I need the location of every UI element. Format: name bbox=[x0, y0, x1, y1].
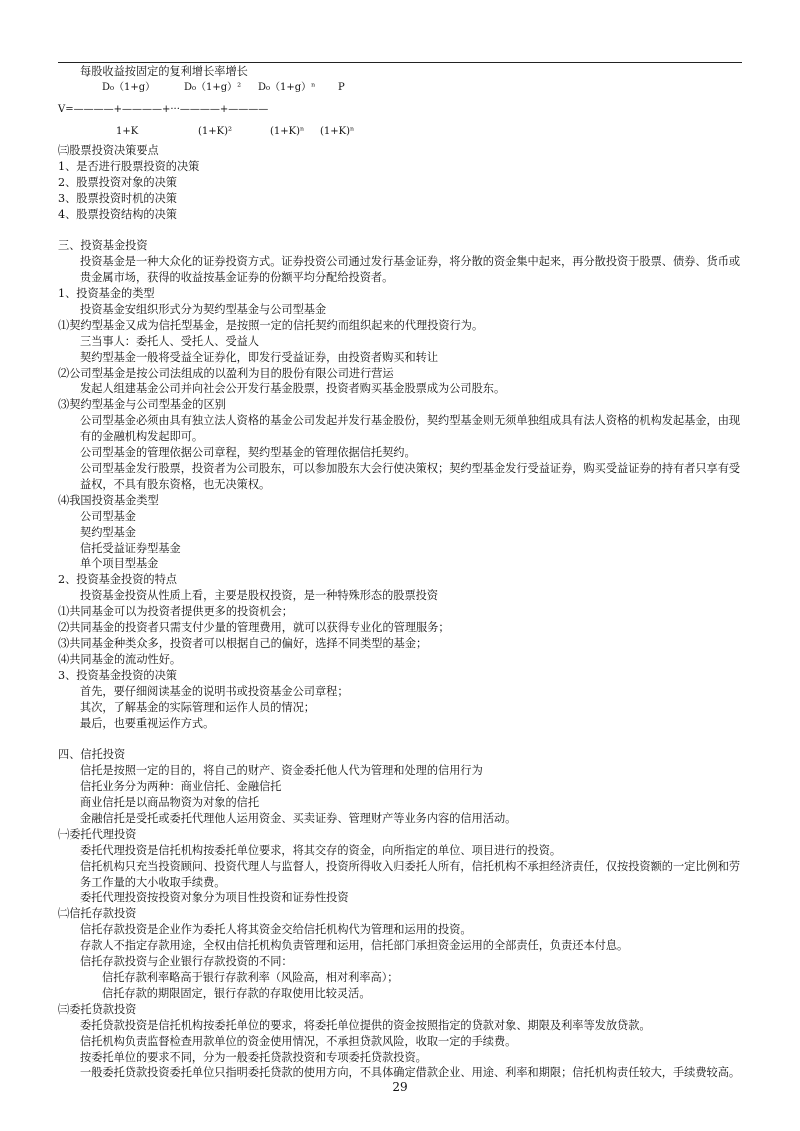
text-line: 契约型基金 bbox=[80, 525, 136, 539]
text-line: 发起人组建基金公司并向社会公开发行基金股票，投资者购买基金股票成为公司股东。 bbox=[80, 382, 506, 396]
text-line: ㈡信托存款投资 bbox=[58, 907, 137, 921]
text-line: 信托受益证券型基金 bbox=[80, 541, 181, 555]
blank-line bbox=[58, 731, 748, 747]
blank-line bbox=[58, 222, 748, 238]
text-line: 最后，也要重视运作方式。 bbox=[80, 716, 215, 730]
text-line: ⑵共同基金的投资者只需支付少量的管理费用，就可以获得专业化的管理服务； bbox=[58, 621, 450, 635]
text-line: 委托代理投资是信托机构按委托单位要求，将其交存的资金，向所指定的单位、项目进行的投资。 bbox=[80, 843, 562, 857]
formula-lhs: V=————+————+···————+———— bbox=[58, 103, 269, 115]
formula-denominator-4: (1+K)ⁿ bbox=[320, 125, 355, 137]
text-line: 信托机构负责监督检查用款单位的资金使用情况，不承担贷款风险，收取一定的手续费。 bbox=[80, 1034, 517, 1048]
text-line: ㈠委托代理投资 bbox=[58, 827, 137, 841]
formula-heading: 每股收益按固定的复利增长率增长 bbox=[80, 65, 248, 78]
text-line: 2、股票投资对象的决策 bbox=[58, 175, 177, 189]
text-line: 信托业务分为两种：商业信托、金融信托 bbox=[80, 780, 282, 794]
text-lines bbox=[58, 143, 748, 1081]
text-line: ⑴共同基金可以为投资者提供更多的投资机会； bbox=[58, 605, 293, 619]
text-line: ⑵公司型基金是按公司法组成的以盈利为目的股份有限公司进行营运 bbox=[58, 366, 394, 380]
text-line: 公司型基金必须由具有独立法人资格的基金公司发起并发行基金股份，契约型基金则无须单独组成具有法人资格的机构发起基金，由现有的金融机构发起即可。 bbox=[80, 414, 741, 444]
text-line: 信托机构只充当投资顾问、投资代理人与监督人，投资所得收入归委托人所有，信托机构不承担经济责任，仅按投资额的一定比例和劳务工作量的大小收取手续费。 bbox=[80, 859, 741, 889]
text-line: 1、是否进行股票投资的决策 bbox=[58, 159, 200, 173]
text-line: 委托代理投资按投资对象分为项目性投资和证券性投资 bbox=[80, 891, 349, 905]
text-line: 三、投资基金投资 bbox=[58, 239, 148, 253]
text-line: ⑶契约型基金与公司型基金的区别 bbox=[58, 398, 226, 412]
text-line: 投资基金投资从性质上看，主要是股权投资，是一种特殊形态的股票投资 bbox=[80, 589, 439, 603]
formula-denominator-2: (1+K)² bbox=[198, 125, 233, 137]
text-line: ⑷我国投资基金类型 bbox=[58, 493, 159, 507]
text-line: 公司型基金 bbox=[80, 509, 136, 523]
text-line: 契约型基金一般将受益全证券化，即发行受益证券，由投资者购买和转让 bbox=[80, 350, 439, 364]
text-line: 信托存款投资是企业作为委托人将其资金交给信托机构代为管理和运用的投资。 bbox=[80, 923, 472, 937]
formula-denominator-3: (1+K)ⁿ bbox=[270, 125, 305, 137]
text-line: 存款人不指定存款用途，全权由信托机构负责管理和运用，信托部门承担资金运用的全部责任，负责还本付息。 bbox=[80, 939, 629, 953]
text-line: ⑶共同基金种类众多，投资者可以根据自己的偏好，选择不同类型的基金； bbox=[58, 636, 428, 650]
text-line: 投资基金安组织形式分为契约型基金与公司型基金 bbox=[80, 302, 327, 316]
text-line: 单个项目型基金 bbox=[80, 557, 159, 571]
text-line: 信托是按照一定的目的，将自己的财产、资金委托他人代为管理和处理的信用行为 bbox=[80, 764, 483, 778]
formula-numerator-2: D₀（1+g）² bbox=[184, 81, 242, 93]
page-number: 29 bbox=[392, 1080, 408, 1094]
valuation-formula bbox=[58, 80, 748, 143]
text-line: 信托存款利率略高于银行存款利率（风险高，相对利率高）； bbox=[102, 971, 399, 984]
text-line: 信托存款投资与企业银行存款投资的不同： bbox=[80, 955, 293, 969]
text-line: 一般委托贷款投资委托单位只指明委托贷款的使用方向，不具体确定借款企业、用途、利率和期限；信托机构责任较大，手续费较高。 bbox=[80, 1066, 741, 1080]
text-line: 三当事人：委托人、受托人、受益人 bbox=[80, 334, 260, 348]
formula-numerator-1: D₀（1+g） bbox=[102, 81, 156, 93]
text-line: 3、股票投资时机的决策 bbox=[58, 191, 177, 205]
formula-numerator-3: D₀（1+g）ⁿ bbox=[258, 81, 316, 93]
text-line: 公司型基金发行股票，投资者为公司股东，可以参加股东大会行使决策权；契约型基金发行受益证券，购买受益证券的持有者只享有受益权，不具有股东资格，也无决策权。 bbox=[80, 462, 741, 491]
text-line: 投资基金是一种大众化的证券投资方式。证券投资公司通过发行基金证券，将分散的资金集中起来，再分散投资于股票、债券、货币或贵金属市场，获得的收益按基金证券的份额平均分配给投资者。 bbox=[80, 255, 741, 285]
text-line: 首先，要仔细阅读基金的说明书或投资基金公司章程； bbox=[80, 684, 349, 698]
text-line: 1、投资基金的类型 bbox=[58, 287, 155, 301]
text-line: ⑷共同基金的流动性好。 bbox=[58, 652, 182, 666]
text-line: 四、信托投资 bbox=[58, 748, 126, 762]
text-line: 其次，了解基金的实际管理和运作人员的情况； bbox=[80, 700, 315, 714]
text-line: 2、投资基金投资的特点 bbox=[58, 573, 177, 587]
text-line: ⑴契约型基金又成为信托型基金，是按照一定的信托契约而组织起来的代理投资行为。 bbox=[58, 318, 484, 332]
header-rule bbox=[58, 62, 742, 63]
text-line: ㈢委托贷款投资 bbox=[58, 1002, 137, 1016]
text-line: 金融信托是受托或委托代理他人运用资金、买卖证券、管理财产等业务内容的信用活动。 bbox=[80, 811, 517, 825]
text-line: 4、股票投资结构的决策 bbox=[58, 207, 177, 221]
formula-numerator-4: P bbox=[338, 81, 345, 93]
text-line: 按委托单位的要求不同，分为一般委托贷款投资和专项委托贷款投资。 bbox=[80, 1050, 427, 1064]
text-line: 委托贷款投资是信托机构按委托单位的要求，将委托单位提供的资金按照指定的贷款对象、期限及利率等发放贷款。 bbox=[80, 1018, 651, 1032]
text-line: ㈢股票投资决策要点 bbox=[58, 143, 159, 157]
text-line: 3、投资基金投资的决策 bbox=[58, 668, 177, 682]
text-line: 信托存款的期限固定，银行存款的存取使用比较灵活。 bbox=[102, 986, 371, 1000]
formula-denominator-1: 1+K bbox=[116, 125, 139, 137]
page-body bbox=[58, 64, 748, 1081]
text-line: 商业信托是以商品物资为对象的信托 bbox=[80, 796, 260, 810]
text-line: 公司型基金的管理依据公司章程，契约型基金的管理依据信托契约。 bbox=[80, 446, 416, 460]
